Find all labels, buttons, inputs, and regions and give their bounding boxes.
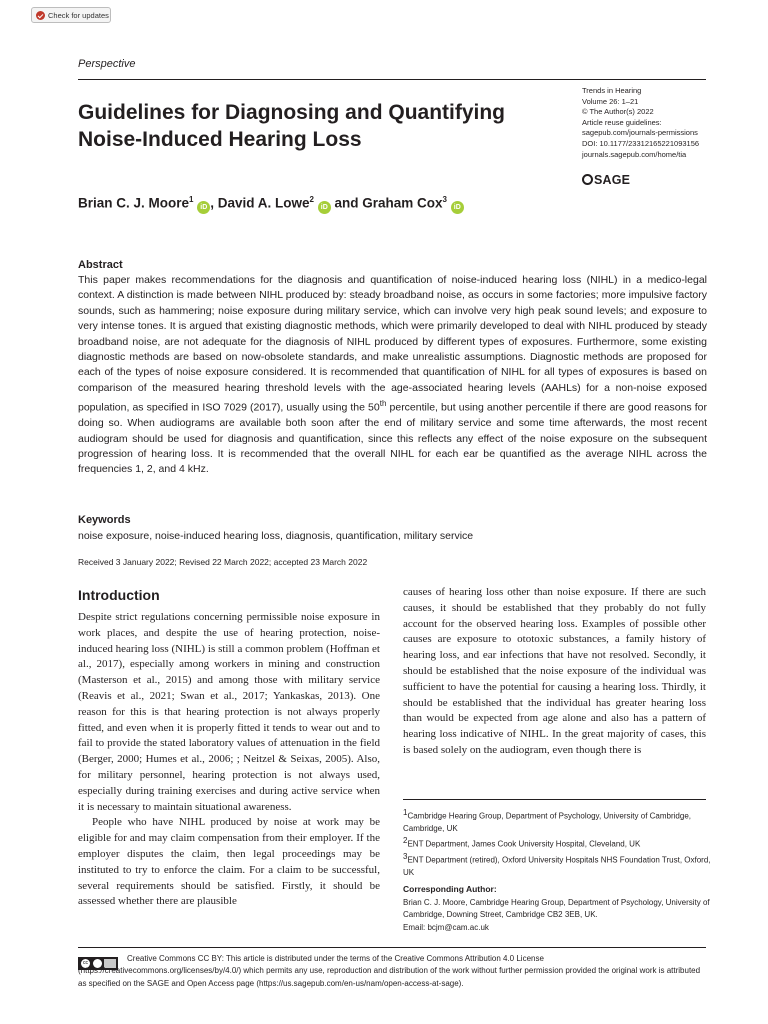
section-label: Perspective	[78, 58, 136, 70]
introduction-heading: Introduction	[78, 587, 160, 603]
sage-logo-icon	[582, 174, 593, 185]
footnote-number: 3	[403, 852, 408, 862]
orcid-icon[interactable]: iD	[451, 201, 464, 214]
author-separator: and	[330, 195, 363, 211]
journal-name: Trends in Hearing	[582, 86, 642, 95]
corresponding-author-address: Brian C. J. Moore, Cambridge Hearing Group, Department of Psychology, University of Cambridge, Downing Street, Cambridge CB2 3EB, UK.	[403, 898, 710, 920]
affiliation-footnotes	[403, 807, 713, 879]
intro-paragraph: People who have NIHL produced by noise at work may be eligible for and may claim compensation from their employer. If the employer disputes the claim, then legal proceedings may be instituted to try to enforce the claim. For a claim to be successful, several requirements should be satisfied. Firstly, it should be assessed whether there are plausible	[78, 816, 380, 908]
check-for-updates-label: Check for updates	[48, 11, 109, 20]
author-affiliation-mark: 2	[309, 195, 314, 204]
affiliation-footnote	[403, 851, 713, 879]
author-separator: ,	[210, 195, 218, 211]
abstract-body	[78, 273, 707, 478]
abstract-superscript: th	[379, 399, 387, 409]
journal-homepage-link[interactable]: journals.sagepub.com/home/tia	[582, 149, 687, 159]
header-divider	[78, 79, 706, 80]
author-name: Graham Cox	[362, 195, 443, 211]
orcid-icon[interactable]: iD	[318, 201, 331, 214]
check-update-icon	[36, 11, 45, 20]
intro-paragraph: causes of hearing loss other than noise exposure. If there are such causes, it should be established that they probably do not fully account for the observed hearing loss. Examples of possible other causes are exposure to ototoxic substances, a family history of hearing loss, and ear infections that have not resolved. Secondly, it should be established that the noise exposure of the individual was sufficient to have the potential for causing a hearing loss. Thirdly, it should be established that the individual has greater hearing loss than would be expected from age alone and also has a pattern of hearing loss indicative of NIHL. In the great majority of cases, this is based solely on the audiogram, even though there is	[403, 586, 706, 756]
copyright-notice: © The Author(s) 2022	[582, 107, 654, 117]
keywords-heading: Keywords	[78, 514, 131, 526]
reuse-label: Article reuse guidelines:	[582, 117, 662, 127]
license-statement: Creative Commons CC BY: This article is distributed under the terms of the Creative Commons Attribution 4.0 License (https://creativecommons.org/licenses/by/4.0/) which permits any use, reproduction and distribution of the work without further permission provided the original work is attributed as specified on the SAGE and Open Access page (https://us.sagepub.com/en-us/nam/open-access-at-sage).	[78, 954, 701, 988]
sage-logo-text: SAGE	[594, 173, 631, 187]
right-column	[403, 585, 706, 759]
journal-volume: Volume 26: 1–21	[582, 96, 639, 106]
author-name: David A. Lowe	[217, 195, 310, 211]
cc-icon: cc	[83, 960, 88, 966]
corresponding-author-email[interactable]: Email: bcjm@cam.ac.uk	[403, 922, 489, 932]
abstract-heading: Abstract	[78, 259, 123, 271]
author-affiliation-mark: 1	[189, 195, 194, 204]
article-title: Guidelines for Diagnosing and Quantifying Noise-Induced Hearing Loss	[78, 101, 506, 151]
journal-meta	[582, 86, 732, 160]
intro-paragraph: Despite strict regulations concerning permissible noise exposure in work places, and despite the use of hearing protection, noise-induced hearing loss (NIHL) is still a common problem (Hoffman et al., 2017), especially among workers in mining and construction (Masterson et al., 2015) and among those with military service (Reavis et al., 2021; Swan et al., 2017; Yankaskas, 2013). One reason for this is that hearing protection is not always properly fitted, and even when it is properly fitted it tends to wear out and to fail to provide the stated laboratory values of attenuation in the field (Berger, 2000; Humes et al., 2006; ; Neitzel & Seixas, 2005). Also, for military personnel, hearing protection is not always used, especially during training exercises and during active service when it is necessary to maintain situational awareness.	[78, 611, 380, 813]
license-divider	[78, 947, 706, 948]
footnote-divider	[403, 799, 706, 800]
corresponding-author-heading: Corresponding Author:	[403, 884, 497, 894]
check-for-updates-button[interactable]	[31, 7, 111, 23]
footnote-text: Cambridge Hearing Group, Department of Psychology, University of Cambridge, Cambridge, UK	[403, 811, 691, 833]
article-dates: Received 3 January 2022; Revised 22 March 2022; accepted 23 March 2022	[78, 557, 368, 567]
author-affiliation-mark: 3	[442, 195, 447, 204]
footnote-number: 1	[403, 808, 408, 817]
affiliation-footnote	[403, 807, 713, 835]
doi-link[interactable]: DOI: 10.1177/23312165221093156	[582, 138, 700, 148]
author-name: Brian C. J. Moore	[78, 195, 190, 211]
footnote-text: ENT Department, James Cook University Hospital, Cleveland, UK	[407, 839, 641, 849]
footnote-number: 2	[403, 836, 408, 846]
affiliation-footnote	[403, 835, 713, 851]
sage-logo	[582, 173, 630, 187]
footnote-text: ENT Department (retired), Oxford University Hospitals NHS Foundation Trust, Oxford, UK	[403, 855, 711, 878]
reuse-link[interactable]: sagepub.com/journals-permissions	[582, 128, 698, 138]
author-list	[78, 195, 464, 214]
corresponding-author-details	[403, 897, 713, 934]
left-column	[78, 610, 380, 910]
orcid-icon[interactable]: iD	[197, 201, 210, 214]
keywords-list: noise exposure, noise-induced hearing loss, diagnosis, quantification, military service	[78, 530, 474, 542]
abstract-text-part: This paper makes recommendations for the diagnosis and quantification of noise-induced hearing loss (NIHL) in a medico-legal context. A distinction is made between NIHL produced by: steady broadband noise, as occurs in some factories; more impulsive factory sounds, such as hammering; noise exposure during military service, which can involve very high peak sound levels; and exposure to very intense tones. It is argued that existing diagnostic methods, which were primarily developed to deal with NIHL produced by steady broadband noise, are not adequate for the diagnosis of NIHL produced by different types of exposures. Furthermore, some existing diagnostic methods are based on now-obsolete standards, and make unrealistic assumptions. Diagnostic methods are proposed for each of the types of noise exposure considered. It is recommended that quantification of NIHL for all types of exposures is based on comparison of the measured hearing threshold levels with the age-associated hearing levels (AAHLs) for a non-noise exposed population, as specified in ISO 7029 (2017), usually using the 50	[78, 274, 707, 414]
abstract-text-part: percentile, but using another percentile if there are good reasons for doing so. When audiograms are available both soon after the end of military service and some time afterwards, the most recent audiogram should be used for diagnosis and quantification, since this reflects any effect of the noise exposure on the subsequent progression of hearing loss. It is recommended that the overall NIHL for each ear be quantified as the average NIHL across the frequencies 1, 2, and 4 kHz.	[78, 401, 708, 476]
